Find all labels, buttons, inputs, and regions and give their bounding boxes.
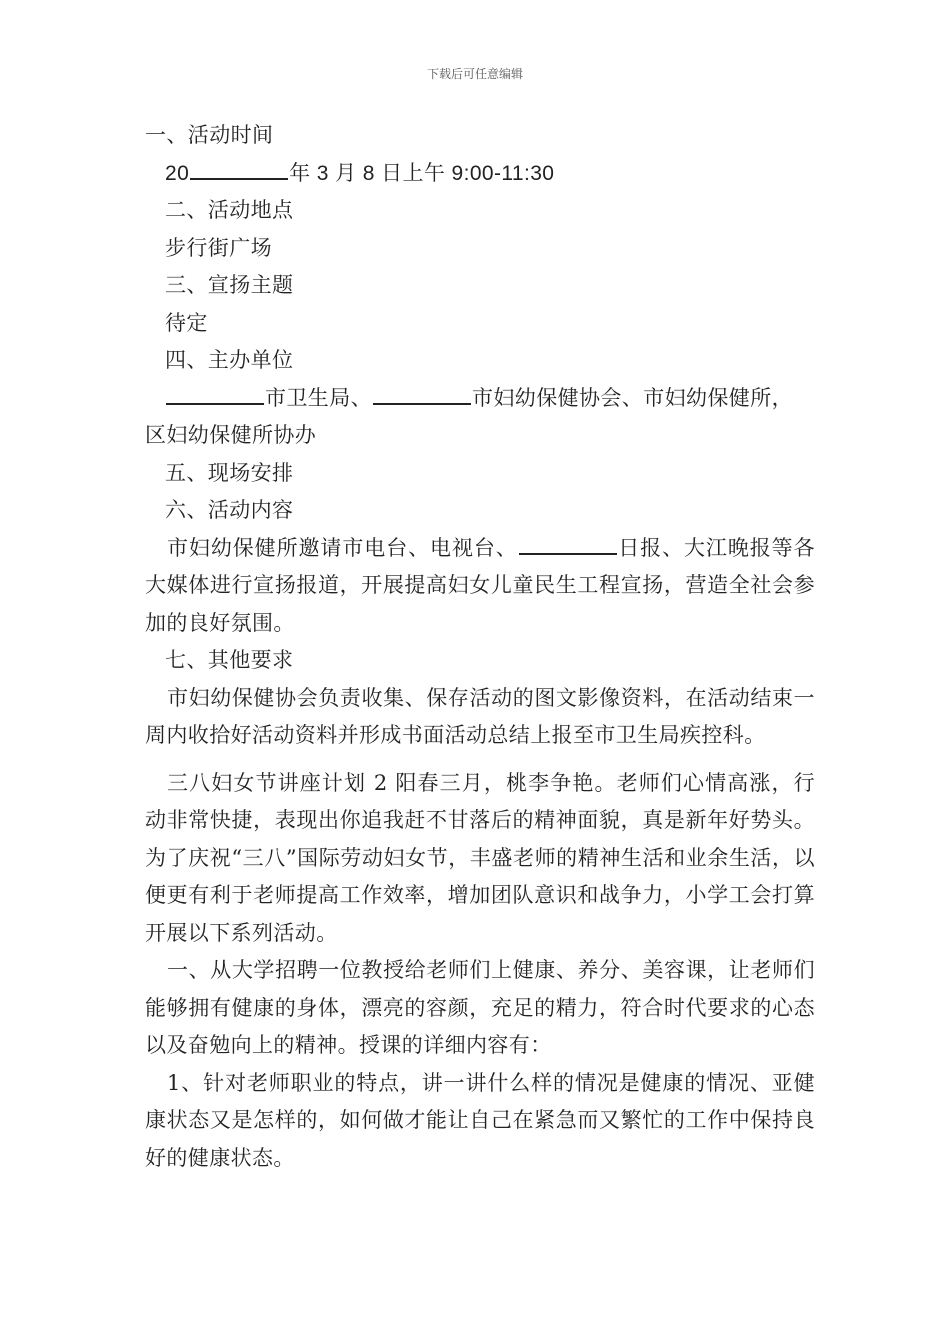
organizers-line [145,380,815,418]
section-3-title: 三、宣扬主题 [165,273,294,297]
item-1: 一、从大学招聘一位教授给老师们上健康、养分、美容课，让老师们能够拥有健康的身体，漂亮的容颜，充足的精力，符合时代要求的心态以及奋勉向上的精神。授课的详细内容有： [145,958,815,1057]
section-4-title: 四、主办单位 [165,348,294,372]
time-prefix: 20 [165,161,190,185]
fill-blank [373,402,471,405]
organizer-part-1: 市卫生局、 [265,385,372,410]
fill-blank [519,552,617,555]
section-2-body: 步行街广场 [165,235,272,260]
activity-time [145,155,815,193]
item-1-1: 1、针对老师职业的特点，讲一讲什么样的情况是健康的情况、亚健康状态又是怎样的，如何做才能让自己在紧急而又繁忙的工作中保持良好的健康状态。 [145,1070,815,1170]
section-7-body: 市妇幼保健协会负责收集、保存活动的图文影像资料，在活动结束一周内收拾好活动资料并形成书面活动总结上报至市卫生局疾控科。 [145,685,815,747]
section-6-title: 六、活动内容 [165,498,294,522]
organizers-line-2: 区妇幼保健所协办 [145,423,317,447]
organizer-part-2: 市妇幼保健协会、市妇幼保健所， [472,385,793,410]
document-body [145,117,815,1177]
fill-blank [166,402,264,405]
plan-2-intro: 三八妇女节讲座计划 2 阳春三月，桃李争艳。老师们心情高涨，行动非常快捷，表现出你追我赶不甘落后的精神面貌，真是新年好势头。为了庆祝“三八”国际劳动妇女节，丰盛老师的精神生活和业余生活，以便更有利于老师提高工作效率，增加团队意识和战争力，小学工会打算开展以下系列活动。 [145,770,815,945]
section-5-title: 五、现场安排 [165,460,294,485]
section-2-title: 二、活动地点 [165,198,294,222]
section-3-body: 待定 [165,310,208,335]
section-1-title: 一、活动时间 [145,123,274,147]
media-part-2: 日报、大江晚报等各大媒体进行宣扬报道，开展提高妇女儿童民生工程宣扬，营造全社会参加的良好氛围。 [145,535,815,635]
section-7-title: 七、其他要求 [165,648,294,672]
section-6-body [145,530,815,643]
paragraph-gap [145,755,815,765]
media-part-1: 市妇幼保健所邀请市电台、电视台、 [167,535,518,560]
page-header-note: 下载后可任意编辑 [426,67,523,81]
fill-blank [190,177,288,180]
time-suffix: 年 3 月 8 日上午 9:00-11:30 [289,161,555,185]
